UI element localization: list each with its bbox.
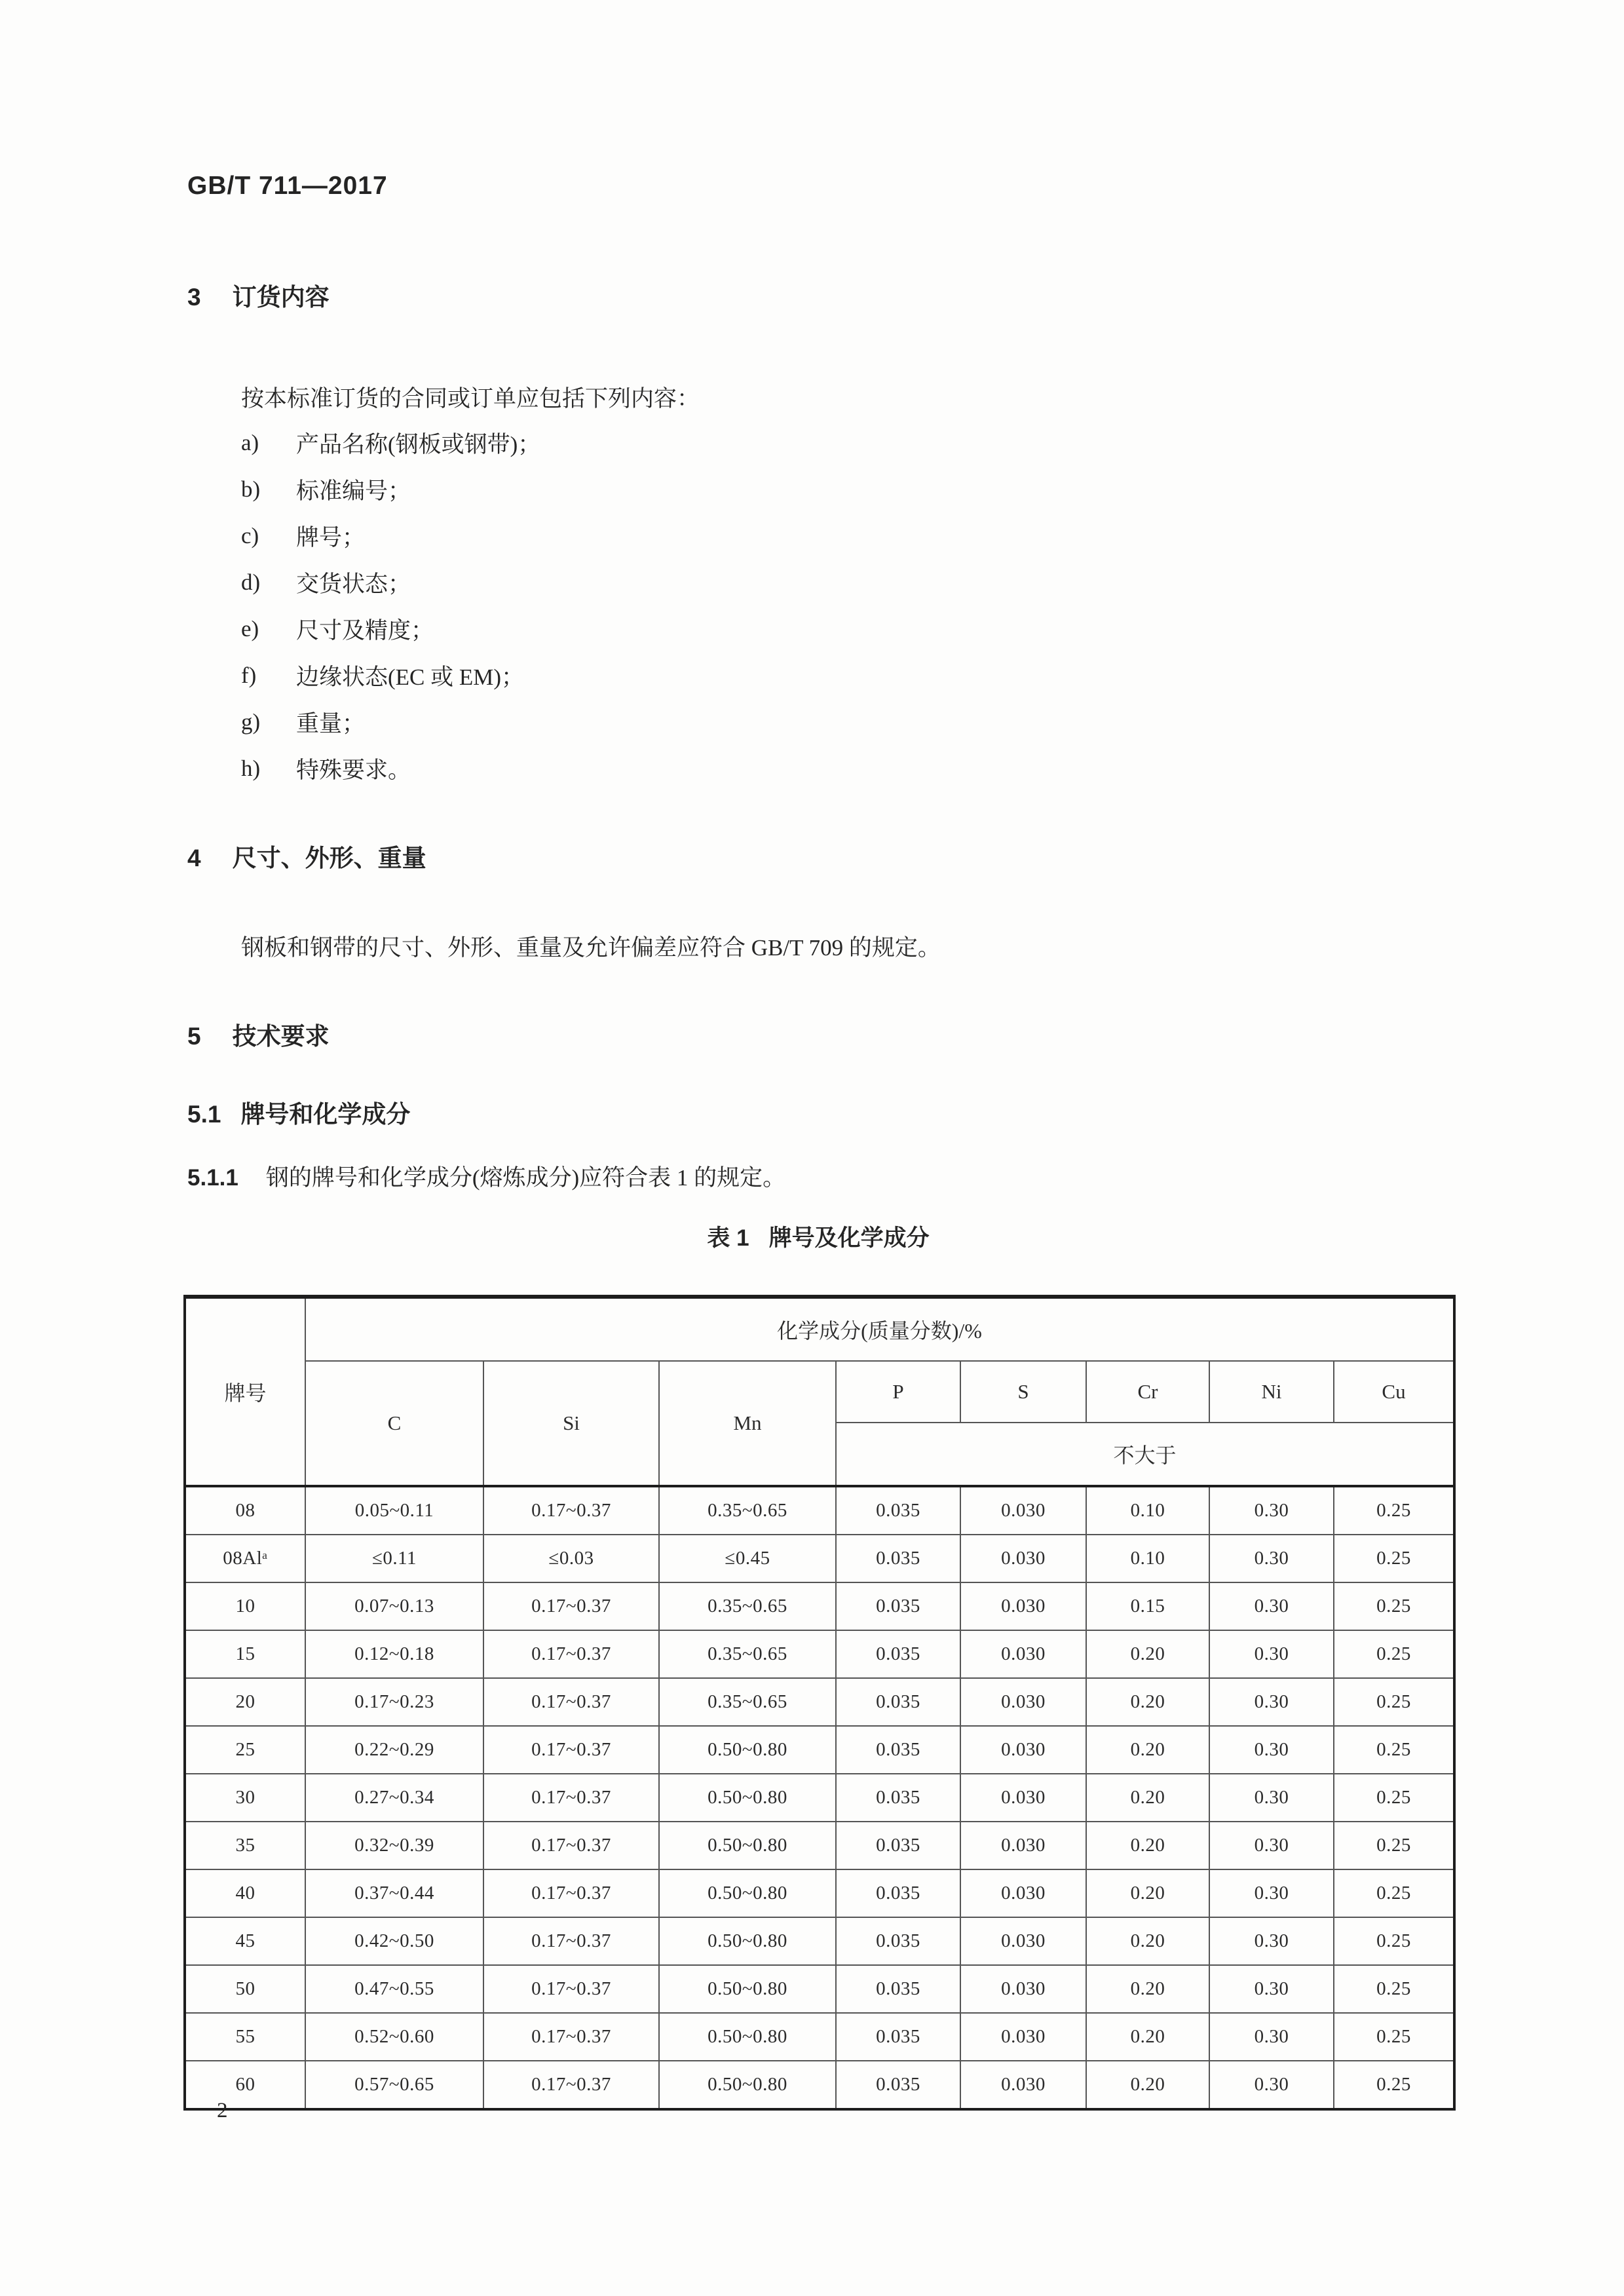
value-cell: 0.50~0.80 bbox=[659, 1822, 836, 1869]
grade-cell: 60 bbox=[185, 2061, 305, 2109]
value-cell: 0.035 bbox=[836, 2061, 960, 2109]
value-cell: 0.25 bbox=[1334, 1630, 1454, 1678]
value-cell: 0.030 bbox=[960, 1917, 1086, 1965]
value-cell: 0.30 bbox=[1209, 2061, 1334, 2109]
grade-cell: 25 bbox=[185, 1726, 305, 1774]
value-cell: 0.030 bbox=[960, 1822, 1086, 1869]
section-number: 4 bbox=[187, 845, 201, 871]
grade-cell: 08 bbox=[185, 1486, 305, 1535]
grade-cell: 50 bbox=[185, 1965, 305, 2013]
grade-cell: 30 bbox=[185, 1774, 305, 1822]
value-cell: 0.50~0.80 bbox=[659, 1917, 836, 1965]
value-cell: 0.30 bbox=[1209, 1678, 1334, 1726]
grade-cell: 15 bbox=[185, 1630, 305, 1678]
value-cell: 0.030 bbox=[960, 1582, 1086, 1630]
value-cell: 0.035 bbox=[836, 1486, 960, 1535]
value-cell: 0.035 bbox=[836, 2013, 960, 2061]
value-cell: 0.17~0.37 bbox=[483, 1726, 659, 1774]
value-cell: 0.25 bbox=[1334, 1582, 1454, 1630]
value-cell: 0.50~0.80 bbox=[659, 1774, 836, 1822]
value-cell: 0.30 bbox=[1209, 1822, 1334, 1869]
value-cell: 0.17~0.37 bbox=[483, 1678, 659, 1726]
value-cell: 0.17~0.37 bbox=[483, 2013, 659, 2061]
order-content-list bbox=[241, 419, 540, 792]
value-cell: 0.35~0.65 bbox=[659, 1678, 836, 1726]
value-cell: 0.17~0.37 bbox=[483, 1582, 659, 1630]
value-cell: 0.25 bbox=[1334, 1917, 1454, 1965]
value-cell: 0.30 bbox=[1209, 1630, 1334, 1678]
list-item bbox=[241, 559, 540, 605]
clause-text: 钢的牌号和化学成分(熔炼成分)应符合表 1 的规定。 bbox=[265, 1165, 786, 1191]
value-cell: 0.17~0.23 bbox=[305, 1678, 483, 1726]
list-item bbox=[241, 466, 540, 512]
table-row bbox=[185, 1678, 1454, 1726]
value-cell: 0.50~0.80 bbox=[659, 1726, 836, 1774]
value-cell: 0.50~0.80 bbox=[659, 2013, 836, 2061]
table-row bbox=[185, 1486, 1454, 1535]
table-row bbox=[185, 1917, 1454, 1965]
value-cell: 0.30 bbox=[1209, 1582, 1334, 1630]
page-number: 2 bbox=[217, 2099, 228, 2122]
list-item bbox=[241, 698, 540, 745]
value-cell: ≤0.11 bbox=[305, 1535, 483, 1582]
value-cell: 0.25 bbox=[1334, 1726, 1454, 1774]
value-cell: 0.17~0.37 bbox=[483, 1917, 659, 1965]
value-cell: 0.035 bbox=[836, 1726, 960, 1774]
table-caption-title: 牌号及化学成分 bbox=[768, 1225, 930, 1251]
value-cell: 0.20 bbox=[1086, 1965, 1209, 2013]
value-cell: 0.30 bbox=[1209, 1726, 1334, 1774]
value-cell: 0.25 bbox=[1334, 1535, 1454, 1582]
section-4-heading bbox=[187, 838, 426, 873]
value-cell: 0.030 bbox=[960, 1965, 1086, 2013]
list-item bbox=[241, 605, 540, 652]
header-element-mn: Mn bbox=[659, 1361, 836, 1486]
value-cell: 0.17~0.37 bbox=[483, 1630, 659, 1678]
value-cell: 0.030 bbox=[960, 1630, 1086, 1678]
table-caption-label: 表 1 bbox=[707, 1225, 749, 1251]
section-number: 3 bbox=[187, 284, 201, 311]
value-cell: 0.035 bbox=[836, 1774, 960, 1822]
value-cell: 0.57~0.65 bbox=[305, 2061, 483, 2109]
header-element-cu: Cu bbox=[1334, 1361, 1454, 1423]
grade-cell: 40 bbox=[185, 1869, 305, 1917]
list-item bbox=[241, 419, 540, 466]
header-grade: 牌号 bbox=[185, 1297, 305, 1486]
table-1-caption bbox=[183, 1220, 1453, 1253]
list-item-text: 边缘状态(EC 或 EM)； bbox=[296, 664, 525, 690]
section-5-heading bbox=[187, 1016, 330, 1052]
value-cell: 0.035 bbox=[836, 1869, 960, 1917]
chemical-composition-table bbox=[183, 1295, 1456, 2111]
table-body bbox=[185, 1486, 1454, 2109]
value-cell: 0.30 bbox=[1209, 1917, 1334, 1965]
value-cell: 0.035 bbox=[836, 1965, 960, 2013]
section-number: 5.1 bbox=[187, 1101, 221, 1128]
value-cell: 0.20 bbox=[1086, 1630, 1209, 1678]
value-cell: 0.20 bbox=[1086, 1869, 1209, 1917]
list-item-marker: d) bbox=[241, 569, 261, 595]
value-cell: 0.35~0.65 bbox=[659, 1630, 836, 1678]
value-cell: 0.15 bbox=[1086, 1582, 1209, 1630]
value-cell: 0.20 bbox=[1086, 1822, 1209, 1869]
section-number: 5 bbox=[187, 1023, 201, 1050]
value-cell: 0.30 bbox=[1209, 1535, 1334, 1582]
value-cell: 0.20 bbox=[1086, 1774, 1209, 1822]
list-item-marker: c) bbox=[241, 522, 259, 548]
table-row bbox=[185, 1869, 1454, 1917]
clause-5-1-1 bbox=[187, 1160, 785, 1193]
value-cell: 0.22~0.29 bbox=[305, 1726, 483, 1774]
value-cell: 0.30 bbox=[1209, 2013, 1334, 2061]
section-3-heading bbox=[187, 277, 330, 313]
value-cell: 0.035 bbox=[836, 1822, 960, 1869]
list-item-marker: b) bbox=[241, 476, 261, 502]
value-cell: 0.32~0.39 bbox=[305, 1822, 483, 1869]
header-element-s: S bbox=[960, 1361, 1086, 1423]
table-row bbox=[185, 1822, 1454, 1869]
value-cell: ≤0.45 bbox=[659, 1535, 836, 1582]
section-title: 尺寸、外形、重量 bbox=[232, 845, 426, 871]
list-item-marker: g) bbox=[241, 708, 261, 735]
table-row bbox=[185, 1630, 1454, 1678]
value-cell: 0.25 bbox=[1334, 2013, 1454, 2061]
value-cell: 0.17~0.37 bbox=[483, 1822, 659, 1869]
grade-cell: 55 bbox=[185, 2013, 305, 2061]
list-item-text: 交货状态； bbox=[296, 571, 411, 597]
grade-cell: 45 bbox=[185, 1917, 305, 1965]
value-cell: 0.030 bbox=[960, 1726, 1086, 1774]
value-cell: 0.37~0.44 bbox=[305, 1869, 483, 1917]
value-cell: 0.25 bbox=[1334, 1774, 1454, 1822]
list-item-marker: f) bbox=[241, 662, 257, 688]
grade-cell: 35 bbox=[185, 1822, 305, 1869]
value-cell: 0.17~0.37 bbox=[483, 1965, 659, 2013]
grade-cell: 10 bbox=[185, 1582, 305, 1630]
value-cell: 0.05~0.11 bbox=[305, 1486, 483, 1535]
value-cell: 0.030 bbox=[960, 1535, 1086, 1582]
list-item-marker: h) bbox=[241, 755, 261, 781]
list-item bbox=[241, 745, 540, 792]
table-row bbox=[185, 1726, 1454, 1774]
value-cell: 0.50~0.80 bbox=[659, 1869, 836, 1917]
table-header bbox=[185, 1297, 1454, 1486]
list-item-text: 产品名称(钢板或钢带)； bbox=[296, 431, 541, 457]
header-element-p: P bbox=[836, 1361, 960, 1423]
section-title: 牌号和化学成分 bbox=[240, 1101, 411, 1128]
table-row bbox=[185, 2061, 1454, 2109]
value-cell: 0.10 bbox=[1086, 1535, 1209, 1582]
table-row bbox=[185, 2013, 1454, 2061]
value-cell: 0.52~0.60 bbox=[305, 2013, 483, 2061]
table-row bbox=[185, 1535, 1454, 1582]
list-item bbox=[241, 652, 540, 698]
value-cell: 0.25 bbox=[1334, 1869, 1454, 1917]
value-cell: 0.17~0.37 bbox=[483, 1774, 659, 1822]
section-5-1-heading bbox=[187, 1094, 410, 1130]
list-item-text: 尺寸及精度； bbox=[296, 617, 434, 643]
list-item-text: 重量； bbox=[296, 710, 366, 737]
table-row bbox=[185, 1774, 1454, 1822]
value-cell: 0.25 bbox=[1334, 2061, 1454, 2109]
value-cell: 0.25 bbox=[1334, 1486, 1454, 1535]
value-cell: 0.035 bbox=[836, 1582, 960, 1630]
value-cell: 0.17~0.37 bbox=[483, 2061, 659, 2109]
value-cell: 0.25 bbox=[1334, 1822, 1454, 1869]
header-element-ni: Ni bbox=[1209, 1361, 1334, 1423]
value-cell: 0.035 bbox=[836, 1678, 960, 1726]
value-cell: 0.12~0.18 bbox=[305, 1630, 483, 1678]
value-cell: 0.25 bbox=[1334, 1678, 1454, 1726]
table-row bbox=[185, 1582, 1454, 1630]
header-element-si: Si bbox=[483, 1361, 659, 1486]
value-cell: 0.030 bbox=[960, 2013, 1086, 2061]
value-cell: 0.035 bbox=[836, 1535, 960, 1582]
value-cell: 0.30 bbox=[1209, 1486, 1334, 1535]
value-cell: 0.10 bbox=[1086, 1486, 1209, 1535]
value-cell: 0.20 bbox=[1086, 1726, 1209, 1774]
value-cell: 0.07~0.13 bbox=[305, 1582, 483, 1630]
value-cell: 0.20 bbox=[1086, 1917, 1209, 1965]
header-composition: 化学成分(质量分数)/% bbox=[305, 1297, 1454, 1361]
value-cell: 0.030 bbox=[960, 2061, 1086, 2109]
value-cell: 0.035 bbox=[836, 1630, 960, 1678]
clause-number: 5.1.1 bbox=[187, 1165, 238, 1191]
header-not-greater-than: 不大于 bbox=[836, 1423, 1454, 1486]
header-element-c: C bbox=[305, 1361, 483, 1486]
list-item bbox=[241, 512, 540, 559]
list-item-text: 牌号； bbox=[296, 524, 366, 550]
section-title: 技术要求 bbox=[232, 1023, 330, 1050]
value-cell: 0.035 bbox=[836, 1917, 960, 1965]
value-cell: 0.42~0.50 bbox=[305, 1917, 483, 1965]
value-cell: 0.20 bbox=[1086, 1678, 1209, 1726]
standard-code: GB/T 711—2017 bbox=[187, 172, 388, 200]
value-cell: 0.20 bbox=[1086, 2061, 1209, 2109]
value-cell: 0.20 bbox=[1086, 2013, 1209, 2061]
value-cell: 0.17~0.37 bbox=[483, 1869, 659, 1917]
grade-cell: 20 bbox=[185, 1678, 305, 1726]
list-item-marker: e) bbox=[241, 615, 259, 641]
value-cell: 0.30 bbox=[1209, 1965, 1334, 2013]
value-cell: 0.30 bbox=[1209, 1869, 1334, 1917]
value-cell: 0.25 bbox=[1334, 1965, 1454, 2013]
value-cell: 0.27~0.34 bbox=[305, 1774, 483, 1822]
value-cell: 0.35~0.65 bbox=[659, 1486, 836, 1535]
list-item-text: 标准编号； bbox=[296, 478, 411, 504]
list-item-marker: a) bbox=[241, 429, 259, 455]
section-title: 订货内容 bbox=[232, 284, 330, 311]
value-cell: 0.50~0.80 bbox=[659, 2061, 836, 2109]
header-element-cr: Cr bbox=[1086, 1361, 1209, 1423]
value-cell: 0.030 bbox=[960, 1869, 1086, 1917]
value-cell: 0.030 bbox=[960, 1774, 1086, 1822]
value-cell: 0.50~0.80 bbox=[659, 1965, 836, 2013]
grade-cell: 08Alᵃ bbox=[185, 1535, 305, 1582]
value-cell: 0.030 bbox=[960, 1486, 1086, 1535]
value-cell: 0.47~0.55 bbox=[305, 1965, 483, 2013]
value-cell: 0.35~0.65 bbox=[659, 1582, 836, 1630]
value-cell: 0.030 bbox=[960, 1678, 1086, 1726]
list-item-text: 特殊要求。 bbox=[296, 757, 411, 783]
value-cell: 0.30 bbox=[1209, 1774, 1334, 1822]
section-4-paragraph: 钢板和钢带的尺寸、外形、重量及允许偏差应符合 GB/T 709 的规定。 bbox=[241, 935, 941, 961]
value-cell: 0.17~0.37 bbox=[483, 1486, 659, 1535]
value-cell: ≤0.03 bbox=[483, 1535, 659, 1582]
table-row bbox=[185, 1965, 1454, 2013]
section-3-intro: 按本标准订货的合同或订单应包括下列内容： bbox=[241, 386, 700, 411]
